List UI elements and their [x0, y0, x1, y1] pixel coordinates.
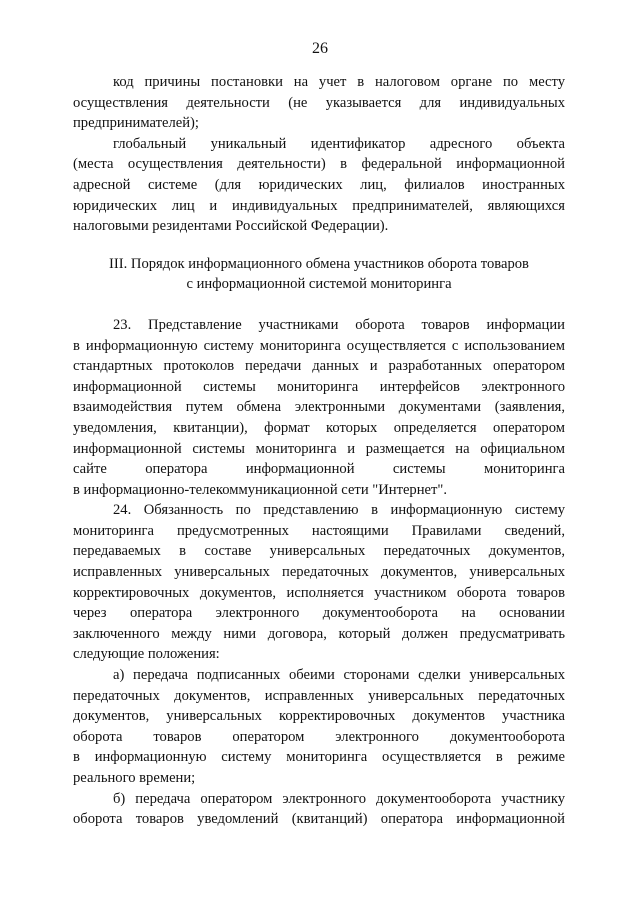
text-line: 24. Обязанность по представлению в информационную систему [113, 502, 565, 519]
text-line: адресной системе (для юридических лиц, филиалов иностранных [73, 176, 565, 193]
text-line: через оператора электронного документооборота на основании [73, 605, 565, 622]
text-line: передаточных документов, исправленных универсальных передаточных [73, 687, 565, 704]
paragraph-item-24a [73, 665, 565, 789]
text-line: в информационную систему мониторинга осуществляется в режиме [73, 749, 565, 766]
paragraph-item-24b [73, 789, 565, 830]
paragraph-item-23 [73, 315, 565, 500]
text-line: в информационную систему мониторинга осуществляется с использованием [73, 337, 565, 354]
paragraph-item-24 [73, 500, 565, 665]
text-line: исправленных универсальных передаточных документов, универсальных [73, 564, 565, 581]
text-line: б) передача оператором электронного документооборота участнику [113, 790, 565, 807]
text-line: предпринимателей); [73, 115, 199, 132]
section-heading [73, 254, 565, 295]
section-heading-line-2: с информационной системой мониторинга [186, 276, 452, 293]
text-line: документов, универсальных корректировочных документов участника [73, 708, 565, 725]
text-line: информационной системы мониторинга интерфейсов электронного [73, 378, 565, 395]
text-line: оборота товаров оператором электронного документооборота [73, 728, 565, 745]
text-line: оборота товаров уведомлений (квитанций) оператора информационной [73, 811, 565, 828]
page-number: 26 [312, 40, 328, 57]
text-line: 23. Представление участниками оборота товаров информации [113, 316, 565, 333]
text-line: глобальный уникальный идентификатор адресного объекта [113, 135, 565, 152]
text-line: заключенного между ними договора, который должен предусматривать [73, 625, 565, 642]
text-line: код причины постановки на учет в налоговом органе по месту [113, 74, 565, 90]
paragraph-kpp [73, 72, 565, 134]
text-line: передаваемых в составе универсальных передаточных документов, [73, 543, 565, 560]
paragraph-guid [73, 134, 565, 237]
text-line: осуществления деятельности (не указывается для индивидуальных [73, 94, 565, 111]
text-line: следующие положения: [73, 646, 220, 663]
text-line: налоговыми резидентами Российской Федерации). [73, 218, 389, 235]
text-line: (места осуществления деятельности) в федеральной информационной [73, 156, 565, 173]
text-line: уведомления, квитанции), формат которых определяется оператором [73, 419, 565, 436]
text-line: юридических лиц и индивидуальных предпринимателей, являющихся [73, 197, 565, 214]
text-line: а) передача подписанных обеими сторонами сделки универсальных [113, 667, 565, 684]
text-line: сайте оператора информационной системы мониторинга [73, 461, 565, 478]
text-line: корректировочных документов, исполняется участником оборота товаров [73, 584, 565, 601]
section-heading-line-1: III. Порядок информационного обмена участников оборота товаров [109, 255, 529, 272]
text-line: информационной системы мониторинга и размещается на официальном [73, 440, 565, 457]
text-line: взаимодействия путем обмена электронными документами (заявления, [73, 399, 565, 416]
text-line: реального времени; [73, 770, 196, 786]
document-body [73, 72, 565, 830]
text-line: стандартных протоколов передачи данных и разработанных оператором [73, 358, 565, 375]
text-line: в информационно-телекоммуникационной сети "Интернет". [73, 481, 447, 498]
text-line: мониторинга предусмотренных настоящими Правилами сведений, [73, 522, 565, 539]
